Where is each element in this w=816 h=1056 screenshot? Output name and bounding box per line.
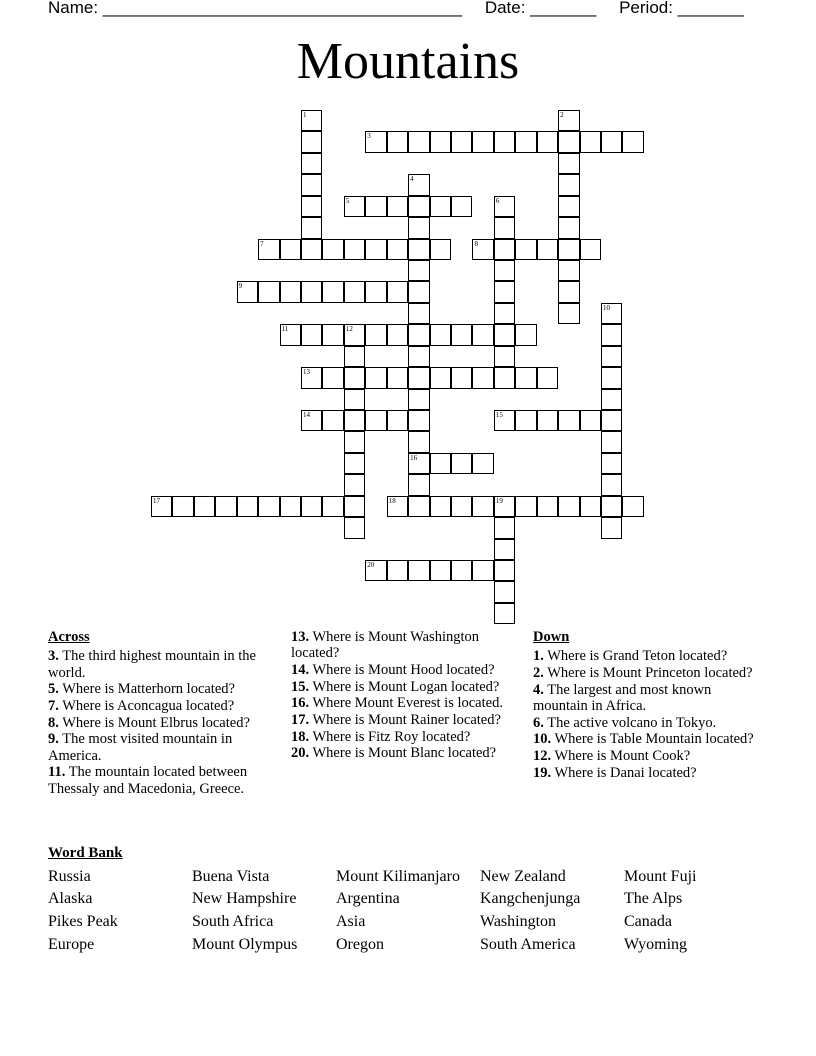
across-heading: Across — [48, 629, 90, 645]
word-bank-word: Alaska — [48, 890, 93, 907]
crossword-cell[interactable] — [430, 560, 451, 581]
crossword-cell[interactable] — [408, 217, 429, 238]
clue-across-11: 11. The mountain located between Thessaly and Macedonia, Greece. — [48, 764, 248, 797]
crossword-cell[interactable] — [408, 196, 429, 217]
crossword-cell[interactable] — [430, 367, 451, 388]
word-bank-word: Wyoming — [624, 936, 688, 953]
crossword-clue-number: 14 — [303, 411, 310, 420]
crossword-clue-number: 5 — [345, 196, 350, 205]
word-bank-word: New Hampshire — [192, 890, 297, 907]
crossword-cell[interactable] — [601, 131, 622, 152]
crossword-clue-number: 11 — [281, 325, 289, 334]
crossword-cell[interactable] — [472, 496, 493, 517]
crossword-cell[interactable] — [301, 196, 322, 217]
clue-across-18: 18. Where is Fitz Roy located? — [291, 728, 471, 745]
word-bank-word: Buena Vista — [192, 868, 270, 885]
crossword-cell[interactable] — [601, 324, 622, 345]
crossword-cell[interactable] — [622, 131, 643, 152]
crossword-cell[interactable] — [558, 239, 579, 260]
crossword-cell[interactable] — [430, 196, 451, 217]
crossword-cell[interactable] — [494, 346, 515, 367]
crossword-cell[interactable] — [408, 389, 429, 410]
crossword-cell[interactable] — [601, 367, 622, 388]
word-bank-word: Mount Kilimanjaro — [336, 868, 460, 885]
crossword-cell[interactable] — [494, 517, 515, 538]
crossword-cell[interactable] — [301, 174, 322, 195]
crossword-cell[interactable] — [344, 389, 365, 410]
crossword-cell[interactable] — [494, 260, 515, 281]
crossword-cell[interactable] — [408, 239, 429, 260]
crossword-cell[interactable] — [408, 281, 429, 302]
crossword-cell[interactable] — [408, 131, 429, 152]
crossword-cell[interactable] — [537, 131, 558, 152]
crossword-cell[interactable] — [387, 560, 408, 581]
clue-across-17: 17. Where is Mount Rainer located? — [291, 712, 501, 729]
crossword-cell[interactable] — [580, 410, 601, 431]
word-bank-word: Kangchenjunga — [480, 890, 581, 907]
crossword-cell[interactable] — [322, 410, 343, 431]
crossword-cell[interactable] — [387, 367, 408, 388]
crossword-clue-number: 19 — [495, 496, 503, 505]
crossword-clue-number: 2 — [560, 111, 564, 119]
crossword-cell[interactable] — [237, 496, 258, 517]
crossword-cell[interactable] — [408, 367, 429, 388]
crossword-cell[interactable] — [494, 281, 515, 302]
crossword-cell[interactable] — [472, 560, 493, 581]
crossword-cell[interactable] — [558, 217, 579, 238]
crossword-cell[interactable] — [344, 346, 365, 367]
period-field-label[interactable]: Period: _______ — [619, 0, 744, 17]
crossword-clue-number: 4 — [410, 175, 414, 184]
crossword-cell[interactable] — [387, 239, 408, 260]
crossword-cell[interactable] — [408, 431, 429, 452]
crossword-cell[interactable] — [301, 496, 322, 517]
word-bank-word: Oregon — [336, 936, 384, 953]
word-bank-word: Mount Fuji — [624, 868, 697, 885]
clue-down-4: 4. The largest and most known mountain in Africa. — [533, 681, 712, 714]
word-bank-word: South Africa — [192, 913, 274, 930]
crossword-cell[interactable] — [301, 324, 322, 345]
crossword-cell[interactable] — [494, 367, 515, 388]
clue-down-10: 10. Where is Table Mountain located? — [533, 731, 754, 748]
crossword-cell[interactable] — [430, 453, 451, 474]
crossword-cell[interactable] — [365, 410, 386, 431]
crossword-cell[interactable] — [494, 303, 515, 324]
clue-across-14: 14. Where is Mount Hood located? — [291, 661, 495, 678]
crossword-cell[interactable] — [451, 496, 472, 517]
crossword-cell[interactable] — [344, 474, 365, 495]
crossword-clue-number: 12 — [345, 325, 353, 334]
crossword-cell[interactable] — [494, 560, 515, 581]
crossword-cell[interactable] — [451, 131, 472, 152]
clue-down-12: 12. Where is Mount Cook? — [533, 748, 691, 765]
crossword-cell[interactable] — [430, 131, 451, 152]
crossword-cell[interactable] — [408, 474, 429, 495]
name-field-label[interactable]: Name: ______________________________________ — [48, 0, 463, 17]
crossword-cell[interactable] — [408, 303, 429, 324]
crossword-cell[interactable] — [472, 324, 493, 345]
date-field-label[interactable]: Date: _______ — [484, 0, 597, 17]
crossword-cell[interactable] — [280, 281, 301, 302]
crossword-cell[interactable] — [408, 324, 429, 345]
crossword-cell[interactable] — [194, 496, 215, 517]
clue-across-3: 3. The third highest mountain in the world. — [48, 648, 256, 681]
crossword-cell[interactable] — [580, 239, 601, 260]
clue-down-6: 6. The active volcano in Tokyo. — [533, 714, 717, 731]
clue-across-9: 9. The most visited mountain in America. — [48, 731, 233, 764]
crossword-cell[interactable] — [344, 517, 365, 538]
crossword-cell[interactable] — [280, 496, 301, 517]
crossword-clue-number: 15 — [495, 411, 503, 420]
crossword-cell[interactable] — [601, 517, 622, 538]
crossword-cell[interactable] — [301, 239, 322, 260]
word-bank-word: New Zealand — [480, 868, 566, 885]
crossword-cell[interactable] — [322, 324, 343, 345]
crossword-cell[interactable] — [515, 131, 536, 152]
crossword-cell[interactable] — [322, 496, 343, 517]
crossword-cell[interactable] — [322, 239, 343, 260]
crossword-cell[interactable] — [365, 281, 386, 302]
crossword-cell[interactable] — [408, 560, 429, 581]
down-heading: Down — [533, 629, 570, 645]
crossword-clue-number: 7 — [260, 239, 264, 248]
crossword-cell[interactable] — [408, 496, 429, 517]
crossword-cell[interactable] — [494, 217, 515, 238]
crossword-cell[interactable] — [322, 281, 343, 302]
crossword-cell[interactable] — [344, 496, 365, 517]
crossword-clue-number: 20 — [367, 561, 375, 570]
crossword-cell[interactable] — [451, 453, 472, 474]
word-bank-word: Russia — [48, 868, 91, 885]
crossword-cell[interactable] — [515, 367, 536, 388]
crossword-cell[interactable] — [558, 496, 579, 517]
crossword-cell[interactable] — [515, 239, 536, 260]
crossword-cell[interactable] — [365, 239, 386, 260]
crossword-cell[interactable] — [387, 131, 408, 152]
crossword-cell[interactable] — [558, 153, 579, 174]
crossword-cell[interactable] — [430, 324, 451, 345]
crossword-cell[interactable] — [558, 281, 579, 302]
crossword-cell[interactable] — [215, 496, 236, 517]
crossword-cell[interactable] — [344, 453, 365, 474]
crossword-cell[interactable] — [430, 239, 451, 260]
crossword-clue-number: 1 — [303, 111, 307, 119]
crossword-cell[interactable] — [494, 581, 515, 602]
crossword-cell[interactable] — [472, 131, 493, 152]
crossword-clue-number: 16 — [410, 453, 418, 462]
crossword-cell[interactable] — [558, 196, 579, 217]
clue-across-20: 20. Where is Mount Blanc located? — [291, 745, 497, 762]
crossword-cell[interactable] — [365, 367, 386, 388]
crossword-cell[interactable] — [515, 324, 536, 345]
clue-down-19: 19. Where is Danai located? — [533, 764, 697, 781]
clue-across-8: 8. Where is Mount Elbrus located? — [48, 714, 250, 731]
crossword-cell[interactable] — [537, 496, 558, 517]
crossword-cell[interactable] — [601, 346, 622, 367]
crossword-cell[interactable] — [301, 281, 322, 302]
crossword-cell[interactable] — [558, 303, 579, 324]
crossword-cell[interactable] — [537, 367, 558, 388]
crossword-cell[interactable] — [322, 367, 343, 388]
crossword-cell[interactable] — [494, 603, 515, 624]
crossword-cell[interactable] — [451, 560, 472, 581]
across-clues-column-1 — [48, 629, 268, 797]
crossword-cell[interactable] — [580, 496, 601, 517]
crossword-cell[interactable] — [601, 389, 622, 410]
crossword-cell[interactable] — [494, 239, 515, 260]
crossword-cell[interactable] — [451, 196, 472, 217]
across-clues-column-2 — [291, 629, 516, 762]
page-title: Mountains — [296, 33, 520, 90]
crossword-cell[interactable] — [430, 496, 451, 517]
crossword-cell[interactable] — [408, 260, 429, 281]
crossword-cell[interactable] — [494, 131, 515, 152]
crossword-clue-number: 18 — [388, 496, 396, 505]
word-bank-word: Asia — [336, 913, 366, 930]
crossword-cell[interactable] — [258, 496, 279, 517]
crossword-cell[interactable] — [172, 496, 193, 517]
crossword-cell[interactable] — [344, 367, 365, 388]
crossword-cell[interactable] — [558, 410, 579, 431]
crossword-cell[interactable] — [344, 281, 365, 302]
crossword-cell[interactable] — [472, 367, 493, 388]
crossword-cell[interactable] — [280, 239, 301, 260]
crossword-cell[interactable] — [387, 324, 408, 345]
crossword-cell[interactable] — [365, 196, 386, 217]
crossword-cell[interactable] — [344, 410, 365, 431]
crossword-cell[interactable] — [515, 496, 536, 517]
crossword-clue-number: 13 — [303, 368, 310, 377]
clue-across-7: 7. Where is Aconcagua located? — [48, 697, 235, 714]
word-bank-title: Word Bank — [48, 845, 123, 861]
crossword-cell[interactable] — [558, 260, 579, 281]
crossword-cell[interactable] — [451, 367, 472, 388]
crossword-cell[interactable] — [344, 431, 365, 452]
crossword-clue-number: 10 — [603, 303, 611, 312]
crossword-clue-number: 6 — [495, 196, 500, 205]
crossword-cell[interactable] — [408, 410, 429, 431]
crossword-cell[interactable] — [515, 410, 536, 431]
crossword-cell[interactable] — [344, 239, 365, 260]
crossword-cell[interactable] — [365, 324, 386, 345]
crossword-cell[interactable] — [387, 281, 408, 302]
clue-across-15: 15. Where is Mount Logan located? — [291, 678, 500, 695]
crossword-cell[interactable] — [494, 539, 515, 560]
clue-across-13: 13. Where is Mount Washington located? — [291, 629, 480, 662]
word-bank-word: Argentina — [336, 890, 400, 907]
clue-down-2: 2. Where is Mount Princeton located? — [533, 664, 753, 681]
word-bank-word: Europe — [48, 936, 95, 953]
crossword-clue-number: 17 — [153, 496, 160, 505]
crossword-cell[interactable] — [558, 174, 579, 195]
crossword-cell[interactable] — [258, 281, 279, 302]
crossword-cell[interactable] — [601, 474, 622, 495]
crossword-cell[interactable] — [601, 431, 622, 452]
word-bank-word: South America — [480, 936, 576, 953]
crossword-cell[interactable] — [558, 131, 579, 152]
crossword-cell[interactable] — [408, 346, 429, 367]
crossword-cell[interactable] — [494, 324, 515, 345]
word-bank-word: Canada — [624, 913, 672, 930]
crossword-clue-number: 8 — [474, 239, 478, 248]
crossword-cell[interactable] — [537, 410, 558, 431]
crossword-cell[interactable] — [301, 153, 322, 174]
crossword-clue-number: 9 — [238, 282, 243, 291]
crossword-cell[interactable] — [601, 496, 622, 517]
crossword-cell[interactable] — [622, 496, 643, 517]
word-bank-word: The Alps — [624, 890, 683, 907]
crossword-cell[interactable] — [472, 453, 493, 474]
word-bank-word: Pikes Peak — [48, 913, 118, 930]
crossword-cell[interactable] — [301, 131, 322, 152]
crossword-cell[interactable] — [580, 131, 601, 152]
crossword-cell[interactable] — [387, 196, 408, 217]
crossword-cell[interactable] — [387, 410, 408, 431]
clue-down-1: 1. Where is Grand Teton located? — [533, 648, 728, 665]
crossword-cell[interactable] — [451, 324, 472, 345]
crossword-clue-number: 3 — [367, 132, 371, 141]
crossword-cell[interactable] — [601, 453, 622, 474]
crossword-cell[interactable] — [301, 217, 322, 238]
crossword-cell[interactable] — [601, 410, 622, 431]
crossword-cell[interactable] — [537, 239, 558, 260]
clue-across-5: 5. Where is Matterhorn located? — [48, 681, 235, 698]
down-clues-column — [533, 629, 758, 781]
word-bank-word: Mount Olympus — [192, 936, 298, 953]
word-bank-word: Washington — [480, 913, 557, 930]
clue-across-16: 16. Where Mount Everest is located. — [291, 695, 503, 712]
